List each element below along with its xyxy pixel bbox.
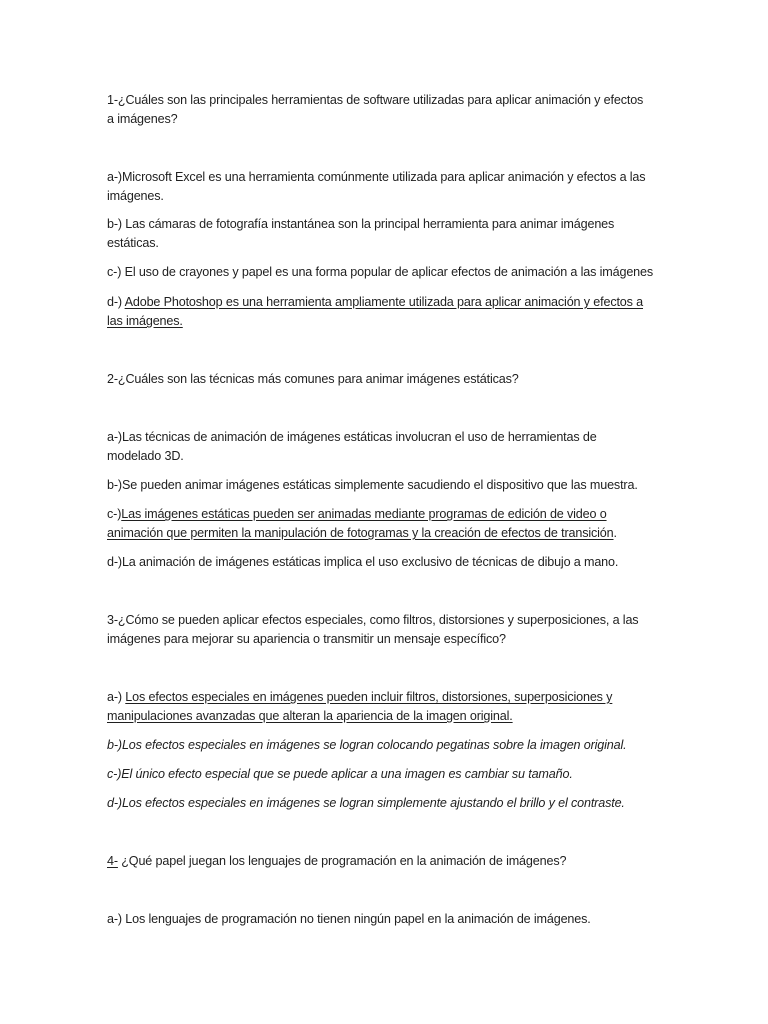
q2-answer-a-line-2: modelado 3D. <box>107 449 184 463</box>
question-2: 2-¿Cuáles son las técnicas más comunes para animar imágenes estáticas? <box>107 372 519 386</box>
question-1-line-1: 1-¿Cuáles son las principales herramientas de software utilizadas para aplicar animación y efectos <box>107 93 644 107</box>
question-1-line-2: a imágenes? <box>107 112 178 126</box>
q2-answer-c-line-1 <box>107 505 677 524</box>
q1-answer-d-correct: Adobe Photoshop es una herramienta ampliamente utilizada para aplicar animación y efectos a <box>124 295 644 309</box>
q1-answer-b-line-1: b-) Las cámaras de fotografía instantánea son la principal herramienta para animar imágenes <box>107 217 615 231</box>
q3-answer-a-prefix: a-) <box>107 690 126 704</box>
q2-answer-c-correct: Las imágenes estáticas pueden ser animadas mediante programas de edición de video o <box>121 507 607 521</box>
q2-answer-c-line-2 <box>107 524 677 543</box>
q1-answer-b-line-2: estáticas. <box>107 236 159 250</box>
q1-answer-a-line-1: a-)Microsoft Excel es una herramienta comúnmente utilizada para aplicar animación y efectos a las <box>107 170 646 184</box>
q2-answer-b: b-)Se pueden animar imágenes estáticas simplemente sacudiendo el dispositivo que las muestra. <box>107 478 638 492</box>
q4-answer-a: a-) Los lenguajes de programación no tienen ningún papel en la animación de imágenes. <box>107 912 591 926</box>
q3-answer-a-line-1 <box>107 688 677 707</box>
q3-answer-d: d-)Los efectos especiales en imágenes se logran simplemente ajustando el brillo y el contraste. <box>107 796 625 810</box>
q1-answer-d-correct-cont: las imágenes. <box>107 314 183 328</box>
q1-answer-d-line-1 <box>107 293 677 312</box>
q3-answer-b: b-)Los efectos especiales en imágenes se logran colocando pegatinas sobre la imagen original. <box>107 738 627 752</box>
question-4-text: ¿Qué papel juegan los lenguajes de programación en la animación de imágenes? <box>117 854 567 868</box>
q1-answer-d-prefix: d-) <box>107 295 125 309</box>
q2-answer-c-correct-cont: animación que permiten la manipulación de fotogramas y la creación de efectos de transición <box>107 526 614 540</box>
question-3-line-2: imágenes para mejorar su apariencia o transmitir un mensaje específico? <box>107 632 506 646</box>
question-4-number: 4- <box>107 854 118 868</box>
q2-answer-a-line-1: a-)Las técnicas de animación de imágenes estáticas involucran el uso de herramientas de <box>107 430 597 444</box>
q3-answer-a-correct: Los efectos especiales en imágenes pueden incluir filtros, distorsiones, superposiciones y <box>125 690 613 704</box>
q2-answer-d: d-)La animación de imágenes estáticas implica el uso exclusivo de técnicas de dibujo a mano. <box>107 555 619 569</box>
q1-answer-d-line-2 <box>107 312 677 331</box>
q1-answer-a-line-2: imágenes. <box>107 189 164 203</box>
q3-answer-a-correct-cont: manipulaciones avanzadas que alteran la apariencia de la imagen original. <box>107 709 513 723</box>
q2-answer-c-period: . <box>613 526 617 540</box>
question-4 <box>107 852 677 871</box>
q1-answer-c: c-) El uso de crayones y papel es una forma popular de aplicar efectos de animación a las imágenes <box>107 265 654 279</box>
q3-answer-c: c-)El único efecto especial que se puede aplicar a una imagen es cambiar su tamaño. <box>107 767 573 781</box>
q3-answer-a-line-2 <box>107 707 677 726</box>
question-3-line-1: 3-¿Cómo se pueden aplicar efectos especiales, como filtros, distorsiones y superposiciones, a las <box>107 613 639 627</box>
q2-answer-c-prefix: c-) <box>107 507 122 521</box>
